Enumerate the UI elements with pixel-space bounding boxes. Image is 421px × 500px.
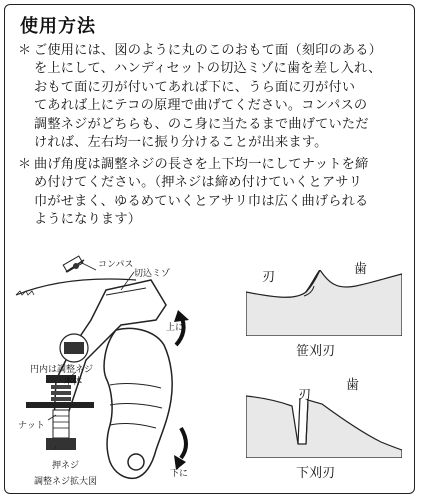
compass-label: コンパス — [98, 260, 134, 270]
paragraph-body — [34, 156, 406, 230]
text-line: を上にして、ハンディセットの切込ミゾに歯を差し入れ、 — [34, 61, 382, 77]
down-label: 下に — [170, 469, 189, 479]
text-line: おもて面に刃が付いてあれば下に、うら面に刃が付い — [34, 79, 356, 95]
up-label: 上に — [166, 323, 185, 333]
shitagari-blade-caption: 下刈刃 — [296, 466, 336, 481]
text-line: ようになります） — [34, 212, 142, 228]
asterisk-bullet: ＊ — [18, 157, 32, 172]
shitagari-blade-illustration — [246, 388, 402, 458]
push-screw-label: 押ネジ — [52, 461, 80, 471]
sasa-blade-edge-label: 刃 — [262, 270, 276, 285]
nut-label: ナット — [18, 421, 45, 431]
sasa-blade-caption: 笹刈刃 — [296, 344, 336, 359]
enlarged-caption: 調整ネジ拡大図 — [34, 477, 98, 487]
text-line: 巾がせまく、ゆるめていくとアサリ巾は広く曲げられる — [34, 193, 369, 209]
text-line: め付けてください。（押ネジは締め付けていくとアサリ — [34, 175, 363, 191]
screw-stack-detail — [26, 375, 94, 450]
text-line: ご使用には、図のように丸のこのおもて面（刻印のある） — [34, 43, 383, 58]
text-line: ければ、左右均一に振り分けることが出来ます。 — [34, 135, 328, 151]
text-line: 曲げ角度は調整ネジの長さを上下均一にしてナットを締 — [34, 157, 369, 172]
shitagari-blade-edge-label: 刃 — [298, 388, 312, 403]
paragraph-body — [34, 42, 406, 152]
circle-note-label: 円内は調整ネジ — [30, 365, 94, 375]
asterisk-bullet: ＊ — [18, 43, 32, 58]
text-line: 調整ネジがどちらも、のこ身に当たるまで曲げていただ — [34, 116, 369, 132]
text-line: てあれば上にテコの原理で曲げてください。コンパスの — [34, 98, 368, 114]
body-label: 本体 — [64, 377, 83, 387]
page-title: 使用方法 — [20, 16, 96, 37]
sasa-blade-tooth-label: 歯 — [354, 262, 368, 277]
down-arrow-icon — [181, 428, 186, 458]
shitagari-blade-tooth-label: 歯 — [346, 378, 360, 393]
compass-icon — [63, 256, 84, 272]
slot-label: 切込ミゾ — [134, 269, 171, 279]
